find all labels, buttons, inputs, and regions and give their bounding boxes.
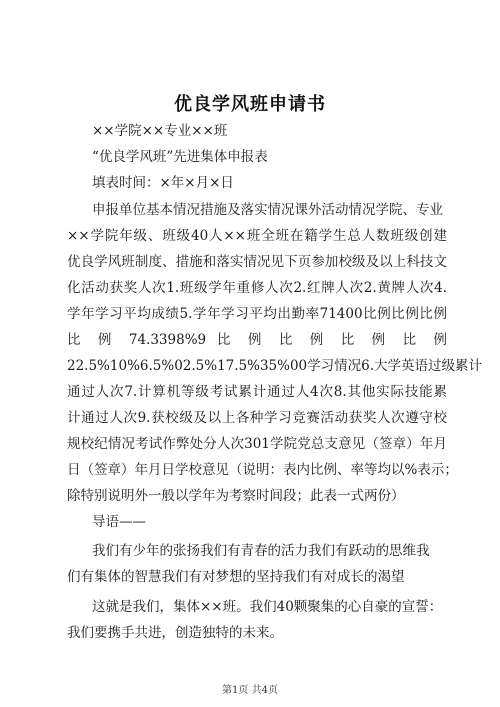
para1-line: 优良学风班制度、措施和落实情况见下页参加校级及以上科技文: [67, 254, 447, 270]
para3-line: 这就是我们，集体××班。我们40颗聚集的心自豪的宣誓：: [92, 599, 443, 615]
intro-label: 导语——: [92, 514, 146, 530]
para2-line: 我们有少年的张扬我们有青春的活力我们有跃动的思维我: [92, 543, 430, 559]
para2-line: 们有集体的智慧我们有对梦想的坚持我们有对成长的渴望: [67, 569, 405, 585]
para1-line: 比 例 74.3398%9 比 例 比 例 比 例 比 例: [67, 332, 447, 348]
para1-line: 通过人次7.计算机等级考试累计通过人4次8.其他实际技能累: [67, 384, 447, 400]
para1-line: 学年学习平均成绩5.学年学习平均出勤率71400比例比例比例: [67, 306, 447, 322]
para1-line: 规校纪情况考试作弊处分人次301学院党总支意见（签章）年月: [67, 436, 447, 452]
fill-date-line: 填表时间：×年×月×日: [92, 175, 234, 191]
para3-line: 我们要携手共进，创造独特的未来。: [67, 625, 283, 641]
para1-line: 计通过人次9.获校级及以上各种学习竞赛活动获奖人次遵守校: [67, 410, 447, 426]
form-title-line: “优良学风班”先进集体申报表: [92, 149, 268, 165]
document-title: 优良学风班申请书: [174, 94, 326, 115]
para1-line: 除特别说明外一般以学年为考察时间段；此表一式两份）: [67, 488, 405, 504]
para1-line: 日（签章）年月日学校意见（说明：表内比例、率等均以%表示；: [67, 462, 458, 478]
para1-line: ××学院年级、班级40人××班全班在籍学生总人数班级创建: [67, 228, 447, 244]
para1-line: 化活动获奖人次1.班级学年重修人次2.红牌人次2.黄牌人次4.: [67, 280, 447, 296]
class-name-line: ××学院××专业××班: [92, 123, 228, 139]
para1-line: 申报单位基本情况措施及落实情况课外活动情况学院、专业: [92, 202, 443, 218]
para1-line: 22.5%10%6.5%02.5%17.5%35%00学习情况6.大学英语过级累计: [67, 358, 483, 374]
page-number: 第1页 共4页: [222, 685, 278, 696]
